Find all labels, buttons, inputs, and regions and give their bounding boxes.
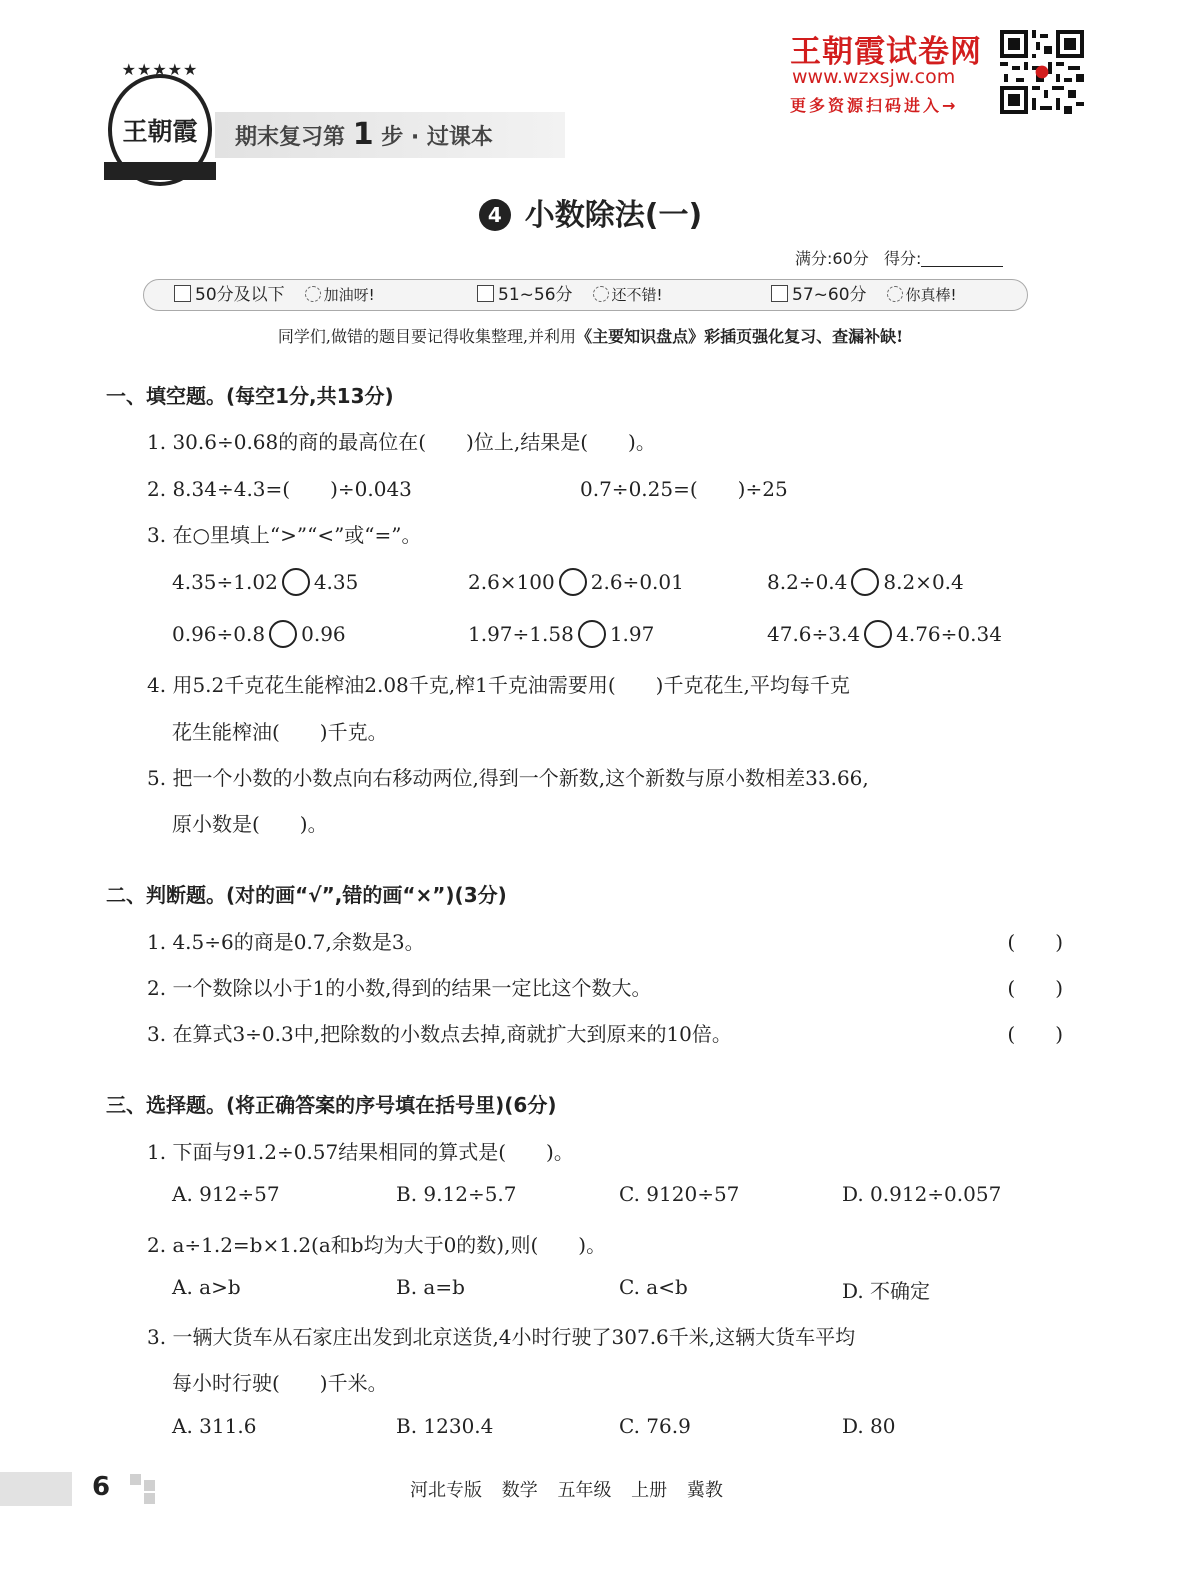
notice-pre: 同学们,做错的题目要记得收集整理,并利用	[277, 327, 577, 346]
option-d: D. 不确定	[842, 1279, 931, 1303]
grade-message: 加油呀!	[323, 286, 375, 304]
footer-info: 河北专版 数学 五年级 上册 冀教	[410, 1480, 723, 1501]
s1-question-5b: 原小数是( )。	[172, 812, 328, 836]
compare-circle[interactable]	[559, 568, 587, 596]
s1-question-2a: 2. 8.34÷4.3=( )÷0.043	[147, 477, 412, 501]
full-score: 满分:60分	[795, 249, 869, 268]
s2-item-2: 2. 一个数除以小于1的小数,得到的结果一定比这个数大。	[147, 976, 652, 1000]
s1-question-3: 3. 在○里填上“>”“<”或“=”。	[147, 523, 422, 547]
compare-item: 8.2÷0.4 8.2×0.4	[767, 570, 964, 594]
compare-circle[interactable]	[269, 620, 297, 648]
s1-question-4a: 4. 用5.2千克花生能榨油2.08千克,榨1千克油需要用( )千克花生,平均每千克	[147, 673, 850, 697]
compare-item: 2.6×100 2.6÷0.01	[468, 570, 684, 594]
s2-item-1: 1. 4.5÷6的商是0.7,余数是3。	[147, 930, 425, 954]
section-3-title: 三、选择题。(将正确答案的序号填在括号里)(6分)	[106, 1093, 557, 1117]
s3-question-2: 2. a÷1.2=b×1.2(a和b均为大于0的数),则( )。	[147, 1233, 607, 1257]
s3-question-3b: 每小时行驶( )千米。	[172, 1371, 388, 1395]
grade-checkbox[interactable]	[477, 285, 494, 302]
compare-item: 47.6÷3.4 4.76÷0.34	[767, 622, 1002, 646]
decor-squares	[130, 1474, 156, 1504]
answer-bracket[interactable]: ( )	[1007, 930, 1063, 954]
compare-item: 0.96÷0.8 0.96	[172, 622, 346, 646]
score-blank[interactable]	[921, 252, 1003, 267]
s1-question-1: 1. 30.6÷0.68的商的最高位在( )位上,结果是( )。	[147, 430, 656, 454]
grade-message: 还不错!	[611, 286, 663, 304]
face-icon	[593, 286, 609, 302]
face-icon	[305, 286, 321, 302]
notice-post: 彩插页强化复习、查漏补缺!	[704, 327, 904, 346]
step-number: 1	[352, 117, 374, 152]
option-c: C. a<b	[619, 1275, 688, 1299]
compare-item: 4.35÷1.02 4.35	[172, 570, 359, 594]
option-d: D. 0.912÷0.057	[842, 1182, 1002, 1206]
brand-url[interactable]: www.wzxsjw.com	[792, 66, 956, 88]
option-d: D. 80	[842, 1414, 896, 1438]
option-c: C. 9120÷57	[619, 1182, 740, 1206]
brand-cta: 更多资源扫码进入→	[790, 96, 959, 115]
publisher-logo	[108, 60, 212, 186]
logo-ribbon	[104, 162, 216, 180]
option-a: A. a>b	[172, 1275, 241, 1299]
option-c: C. 76.9	[619, 1414, 691, 1438]
option-b: B. 1230.4	[396, 1414, 494, 1438]
compare-circle[interactable]	[282, 568, 310, 596]
s1-question-4b: 花生能榨油( )千克。	[172, 720, 388, 744]
page-number: 6	[92, 1472, 111, 1502]
grade-range: 50分及以下	[195, 285, 285, 305]
step-prefix: 期末复习第	[235, 125, 346, 150]
grade-range: 51~56分	[498, 285, 573, 305]
notice-book: 《主要知识盘点》	[576, 327, 705, 346]
section-2-title: 二、判断题。(对的画“√”,错的画“×”)(3分)	[106, 883, 507, 907]
score-line	[795, 246, 1003, 269]
answer-bracket[interactable]: ( )	[1007, 976, 1063, 1000]
s2-item-3: 3. 在算式3÷0.3中,把除数的小数点去掉,商就扩大到原来的10倍。	[147, 1022, 732, 1046]
notice-line	[0, 324, 1181, 347]
chapter-title	[0, 190, 1181, 234]
step-banner	[215, 112, 565, 158]
brand-title: 王朝霞试卷网	[790, 34, 982, 70]
stars-icon: ★★★★★	[121, 60, 199, 79]
s1-question-5a: 5. 把一个小数的小数点向右移动两位,得到一个新数,这个新数与原小数相差33.66,	[147, 766, 869, 790]
footer-band	[0, 1472, 72, 1506]
option-a: A. 311.6	[172, 1414, 257, 1438]
option-b: B. 9.12÷5.7	[396, 1182, 517, 1206]
grade-level-1	[174, 280, 375, 310]
step-suffix: 步 · 过课本	[381, 125, 493, 150]
logo-text: 王朝霞	[122, 117, 198, 146]
section-1-title: 一、填空题。(每空1分,共13分)	[106, 384, 394, 408]
qr-code-icon[interactable]	[1000, 30, 1084, 114]
grade-level-2	[477, 280, 663, 310]
s3-question-1: 1. 下面与91.2÷0.57结果相同的算式是( )。	[147, 1140, 574, 1164]
grade-bar	[143, 279, 1028, 311]
option-a: A. 912÷57	[172, 1182, 280, 1206]
answer-bracket[interactable]: ( )	[1007, 1022, 1063, 1046]
face-icon	[887, 286, 903, 302]
compare-circle[interactable]	[578, 620, 606, 648]
s1-question-2b: 0.7÷0.25=( )÷25	[580, 477, 788, 501]
compare-item: 1.97÷1.58 1.97	[468, 622, 655, 646]
s3-question-3a: 3. 一辆大货车从石家庄出发到北京送货,4小时行驶了307.6千米,这辆大货车平均	[147, 1325, 856, 1349]
score-label: 得分:	[884, 249, 922, 268]
grade-range: 57~60分	[792, 285, 867, 305]
grade-checkbox[interactable]	[771, 285, 788, 302]
grade-checkbox[interactable]	[174, 285, 191, 302]
compare-circle[interactable]	[864, 620, 892, 648]
grade-level-3	[771, 280, 957, 310]
option-b: B. a=b	[396, 1275, 465, 1299]
compare-circle[interactable]	[851, 568, 879, 596]
grade-message: 你真棒!	[905, 286, 957, 304]
chapter-number: 4	[479, 199, 511, 231]
chapter-title-text: 小数除法(一)	[524, 198, 703, 233]
